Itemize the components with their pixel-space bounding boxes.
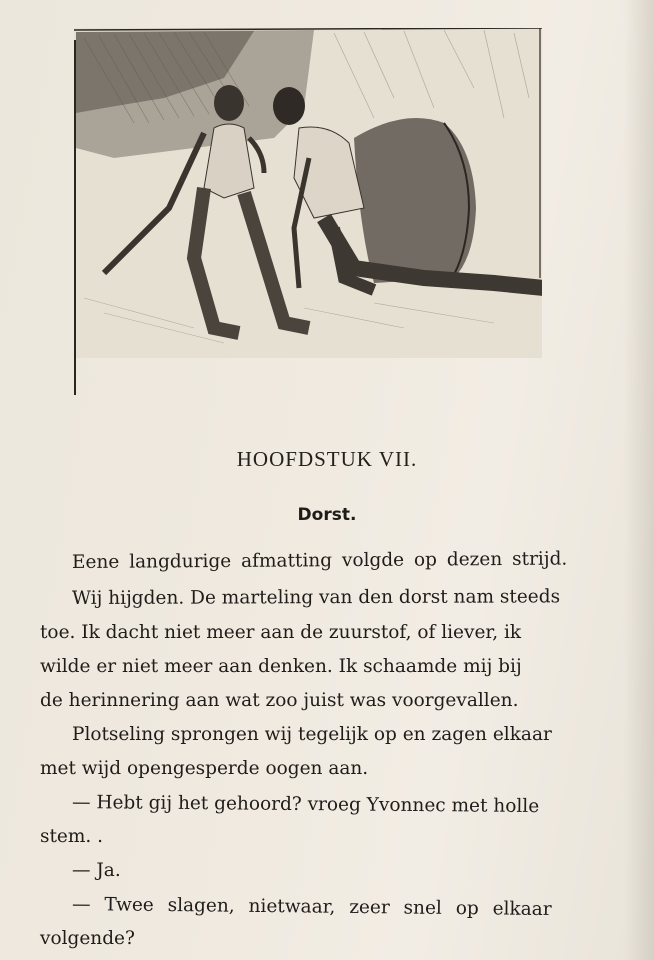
text-line: wilde er niet meer aan denken. Ik schaamde mij bij (40, 656, 522, 677)
text-line: stem. . (40, 826, 104, 847)
illustration-border-line (74, 40, 76, 395)
text-line: Eene langdurige afmatting volgde op dezen strijd. (71, 548, 568, 573)
page-edge-shadow (624, 0, 654, 960)
text-line: toe. Ik dacht niet meer aan de zuurstof, of liever, ik (40, 622, 522, 643)
text-line: — Hebt gij het gehoord? vroeg Yvonnec met holle (71, 792, 540, 818)
text-line: — Twee slagen, nietwaar, zeer snel op elkaar (71, 894, 552, 921)
text-line: met wijd opengesperde oogen aan. (40, 758, 369, 779)
text-line: Plotseling sprongen wij tegelijk op en zagen elkaar (72, 724, 552, 745)
text-line: Wij hijgden. De marteling van den dorst nam steeds (71, 586, 561, 609)
text-line: volgende? (40, 928, 135, 949)
chapter-heading: HOOFDSTUK VII. (236, 447, 418, 471)
text-line: — Ja. (72, 860, 121, 881)
chapter-illustration (74, 28, 542, 358)
text-line: de herinnering aan wat zoo juist was voorgevallen. (40, 690, 519, 711)
chapter-subtitle: Dorst. (297, 505, 357, 525)
